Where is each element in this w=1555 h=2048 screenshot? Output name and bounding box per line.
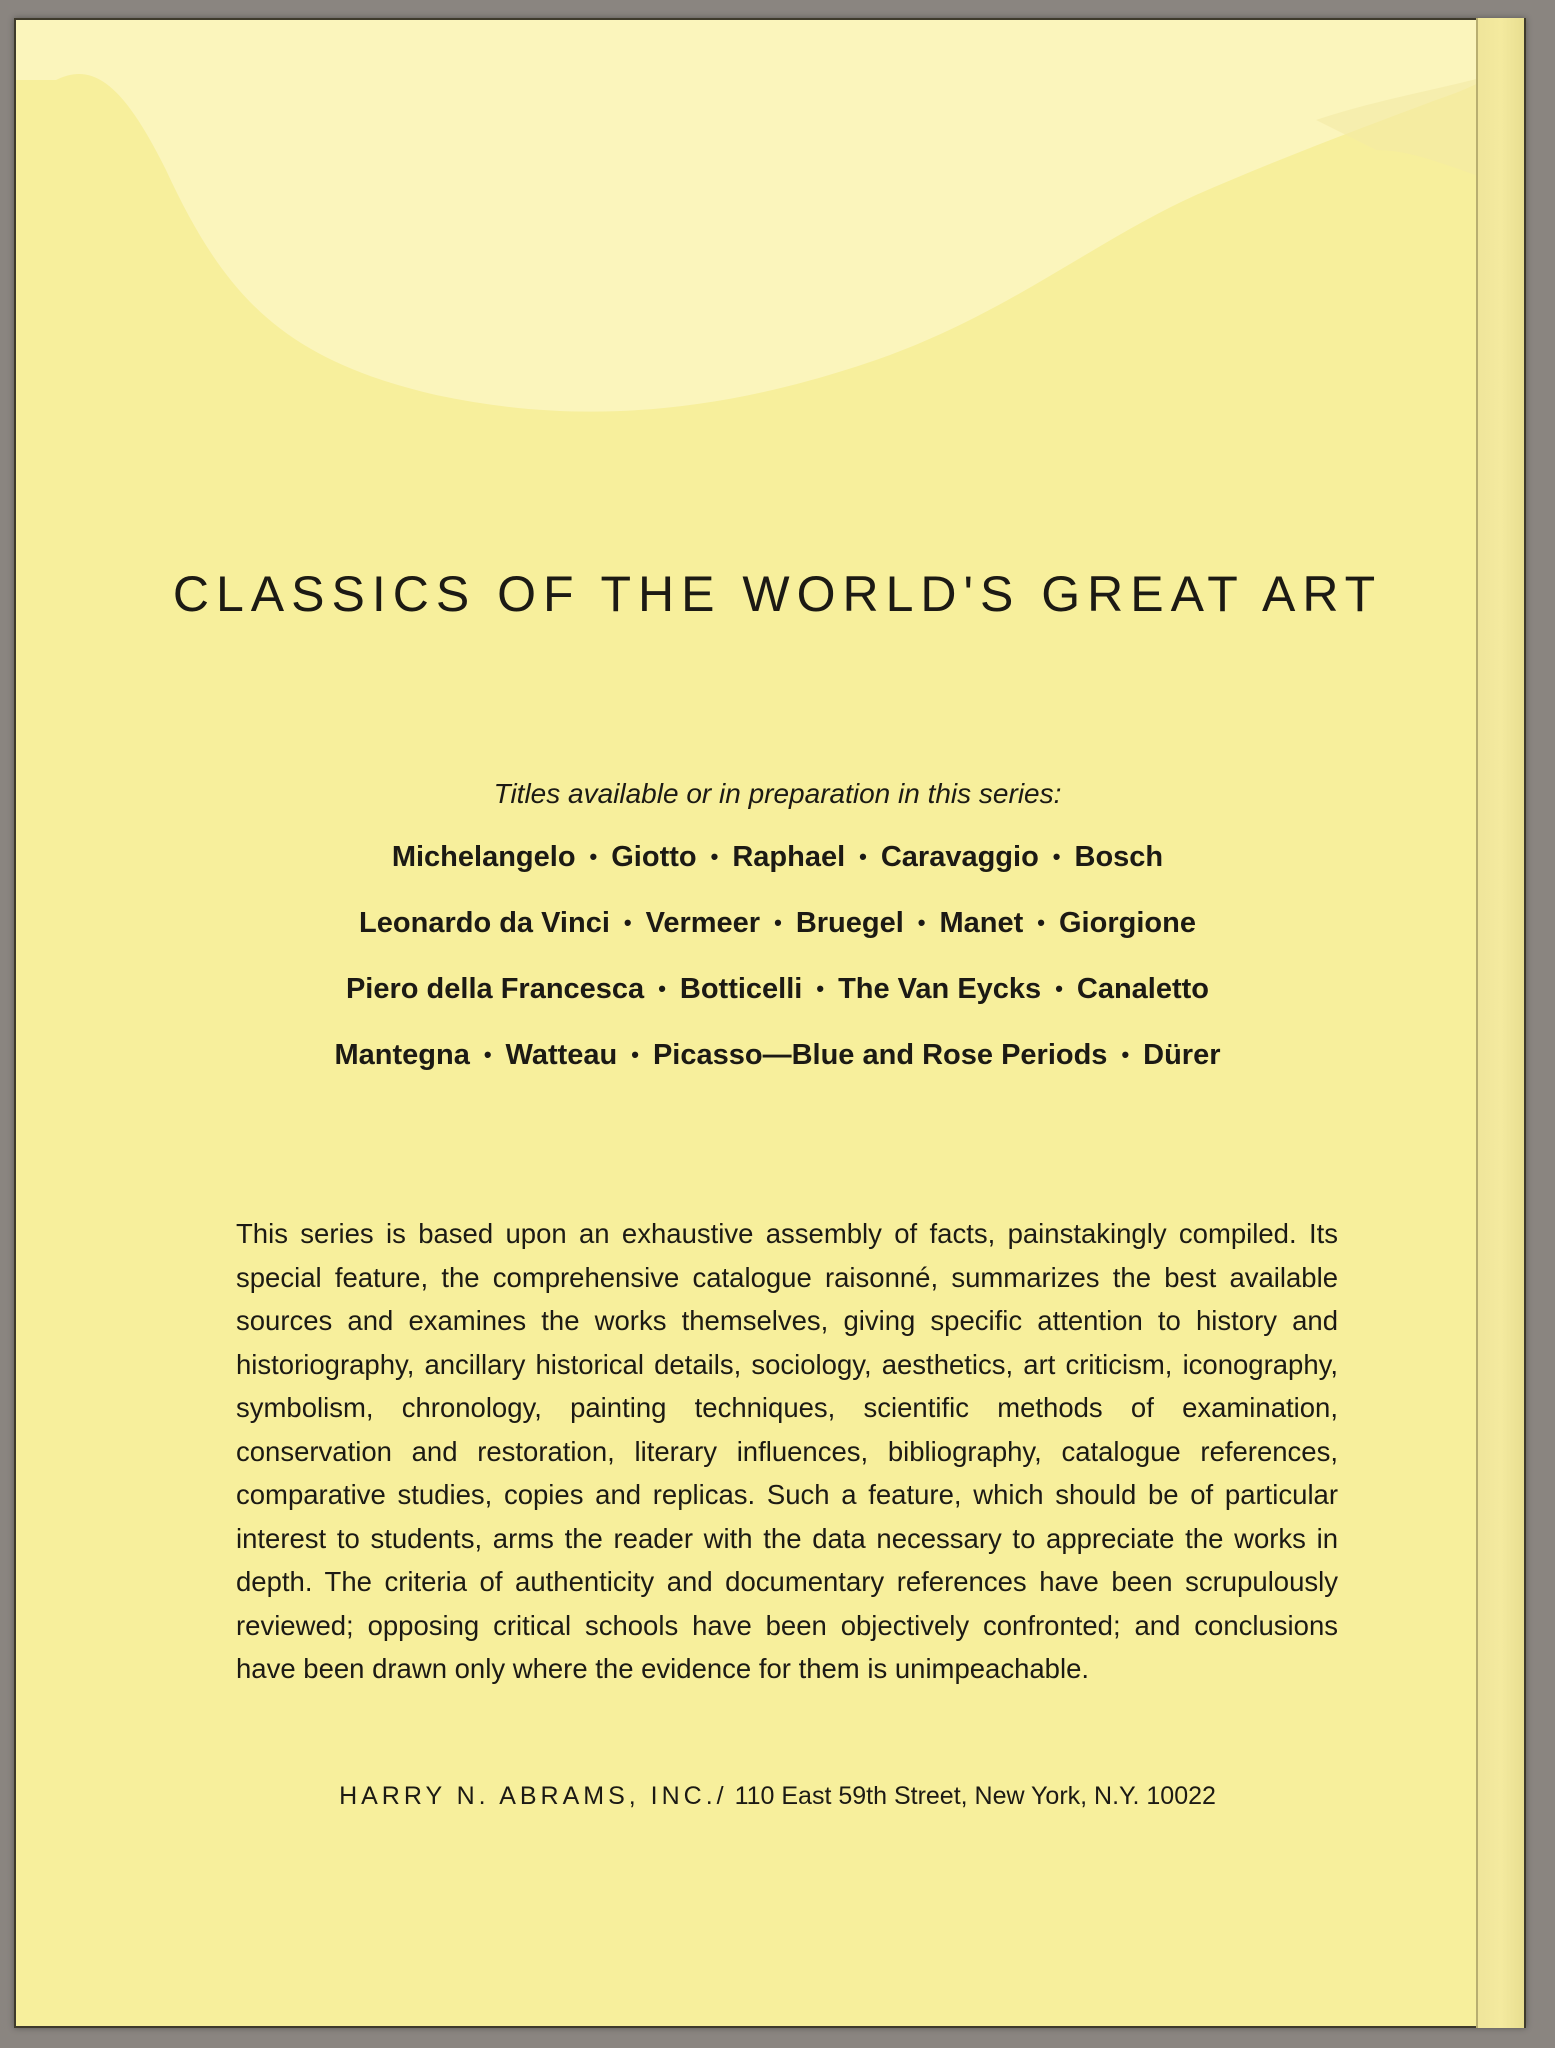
series-title-entry: Canaletto: [1076, 973, 1210, 1005]
series-title-entry: Watteau: [505, 1039, 618, 1071]
series-title-entry: The Van Eycks: [838, 973, 1042, 1005]
bullet-separator: •: [710, 844, 719, 869]
title-line-3: [0, 973, 1555, 1006]
title-line-1: [0, 841, 1555, 874]
series-title-entry: Caravaggio: [880, 841, 1039, 873]
bullet-separator: •: [816, 976, 825, 1001]
series-subtitle: Titles available or in preparation in this series:: [493, 778, 1062, 809]
publisher-name: HARRY N. ABRAMS, INC./: [339, 1782, 728, 1810]
series-title-entry: Michelangelo: [391, 841, 576, 873]
series-title-entry: Giotto: [611, 841, 697, 873]
series-title-entry: Dürer: [1143, 1039, 1221, 1071]
bullet-separator: •: [1052, 844, 1061, 869]
series-title-entry: Botticelli: [679, 973, 803, 1005]
series-title-entry: Mantegna: [334, 1039, 470, 1071]
bullet-separator: •: [631, 1042, 639, 1067]
series-title-entry: Giorgione: [1059, 907, 1196, 939]
bullet-separator: •: [1037, 910, 1045, 935]
series-title-entry: Vermeer: [645, 907, 761, 939]
series-title-entry: Piero della Francesca: [345, 973, 645, 1005]
bullet-separator: •: [917, 910, 926, 935]
series-title-entry: Raphael: [732, 841, 846, 873]
wave-highlight-shape: [16, 20, 1526, 480]
title-line-4: [0, 1039, 1555, 1072]
series-title-entry: Manet: [939, 907, 1024, 939]
publisher-line: [0, 1782, 1555, 1811]
series-title-entry: Bosch: [1074, 841, 1164, 873]
series-description: This series is based upon an exhaustive assembly of facts, painstakingly compiled. Its special feature, the comprehensive catalogue raisonné, summarizes the best available sources and examines the works themselves, giving specific attention to history and historiography, ancillary historical details, sociology, aesthetics, art criticism, iconography, symbolism, chronology, painting techniques, scientific methods of examination, conservation and restoration, literary influences, bibliography, catalogue references, comparative studies, copies and replicas. Such a feature, which should be of particular interest to students, arms the reader with the data necessary to appreciate the works in depth. The criteria of authenticity and documentary references have been scrupulously reviewed; opposing critical schools have been objectively confronted; and conclusions have been drawn only where the evidence for them is unimpeachable.: [236, 1218, 1338, 1684]
book-cover: [14, 18, 1526, 2028]
publisher-address: 110 East 59th Street, New York, N.Y. 10022: [734, 1782, 1216, 1810]
bullet-separator: •: [1055, 976, 1063, 1001]
bullet-separator: •: [483, 1042, 492, 1067]
spine-edge: [1476, 18, 1526, 2028]
series-title-entry: Leonardo da Vinci: [359, 907, 610, 939]
bullet-separator: •: [589, 844, 598, 869]
bullet-separator: •: [658, 976, 666, 1001]
bullet-separator: •: [1121, 1042, 1130, 1067]
series-title-entry: Picasso—Blue and Rose Periods: [652, 1039, 1108, 1071]
bullet-separator: •: [774, 910, 782, 935]
series-title-entry: Bruegel: [795, 907, 904, 939]
title-line-2: [0, 907, 1555, 940]
series-title: CLASSICS OF THE WORLD'S GREAT ART: [172, 566, 1383, 622]
bullet-separator: •: [623, 910, 632, 935]
bullet-separator: •: [859, 844, 867, 869]
